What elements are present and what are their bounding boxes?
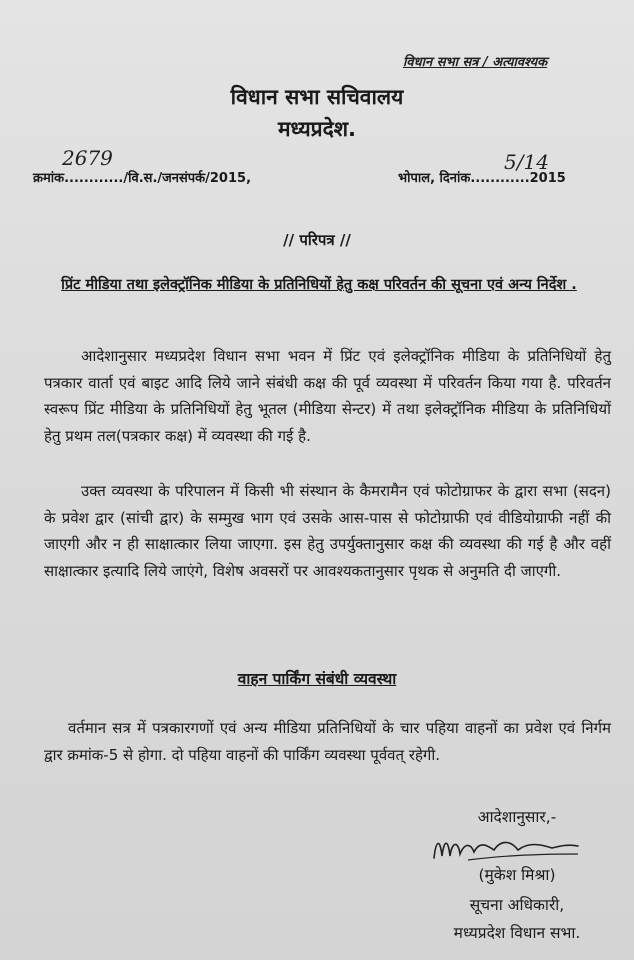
handwritten-date: 5/14 — [504, 150, 549, 174]
office-name: विधान सभा सचिवालय — [230, 85, 404, 109]
by-order-label: आदेशानुसार,- — [477, 808, 557, 826]
circular-label: // परिपत्र // — [283, 231, 351, 249]
paragraph-parking: वर्तमान सत्र में पत्रकारगणों एवं अन्य मीडिया प्रतिनिधियों के चार पहिया वाहनों का प्रवेश एवं निर्गम द्वार क्रमांक-5 से होगा. दो पहिया वाहनों की पार्किंग व्यवस्था पूर्ववत् रहेगी. — [44, 719, 611, 764]
signatory-organization: मध्यप्रदेश विधान सभा. — [453, 924, 581, 942]
parking-heading: वाहन पार्किंग संबंधी व्यवस्था — [237, 670, 397, 688]
handwritten-signature — [428, 832, 588, 864]
reference-number: क्रमांक............/वि.स./जनसंपर्क/2015, — [33, 171, 252, 186]
signatory-name: (मुकेश मिश्रा) — [478, 866, 556, 884]
handwritten-reference-number: 2679 — [62, 146, 113, 170]
office-state: मध्यप्रदेश. — [278, 117, 356, 141]
signatory-designation: सूचना अधिकारी, — [469, 896, 565, 914]
issue-date: भोपाल, दिनांक............2015 — [398, 171, 566, 186]
paragraph-photography: उक्त व्यवस्था के परिपालन में किसी भी संस्थान के कैमरामैन एवं फोटोग्राफर के द्वारा सभा (सदन) के प्रवेश द्वार (सांची द्वार) के सम्मुख भाग एवं उसके आस-पास से फोटोग्राफी एवं वीडियोग्राफी नहीं की जाएगी और न ही साक्षात्कार लिया जाएगा. इस हेतु उपर्युक्तानुसार कक्ष की व्यवस्था की गई है और वहीं साक्षात्कार इत्यादि लिये जाएंगे, विशेष अवसरों पर आवश्यकतानुसार पृथक से अनुमति दी जाएगी. — [44, 482, 611, 580]
subject-heading: प्रिंट मीडिया तथा इलेक्ट्रॉनिक मीडिया के प्रतिनिधियों हेतु कक्ष परिवर्तन की सूचना एवं अन्य निर्देश . — [61, 277, 577, 293]
paragraph-rooms: आदेशानुसार मध्यप्रदेश विधान सभा भवन में प्रिंट एवं इलेक्ट्रॉनिक मीडिया के प्रतिनिधियों हेतु पत्रकार वार्ता एवं बाइट आदि लिये जाने संबंधी कक्ष की पूर्व व्यवस्था में परिवर्तन किया गया है. परिवर्तन स्वरूप प्रिंट मीडिया के प्रतिनिधियों हेतु भूतल (मीडिया सेन्टर) में तथा इलेक्ट्रॉनिक मीडिया के प्रतिनिधियों हेतु प्रथम तल(पत्रकार कक्ष) में व्यवस्था की गई है. — [44, 347, 611, 445]
urgent-tag: विधान सभा सत्र / अत्यावश्यक — [403, 55, 548, 70]
